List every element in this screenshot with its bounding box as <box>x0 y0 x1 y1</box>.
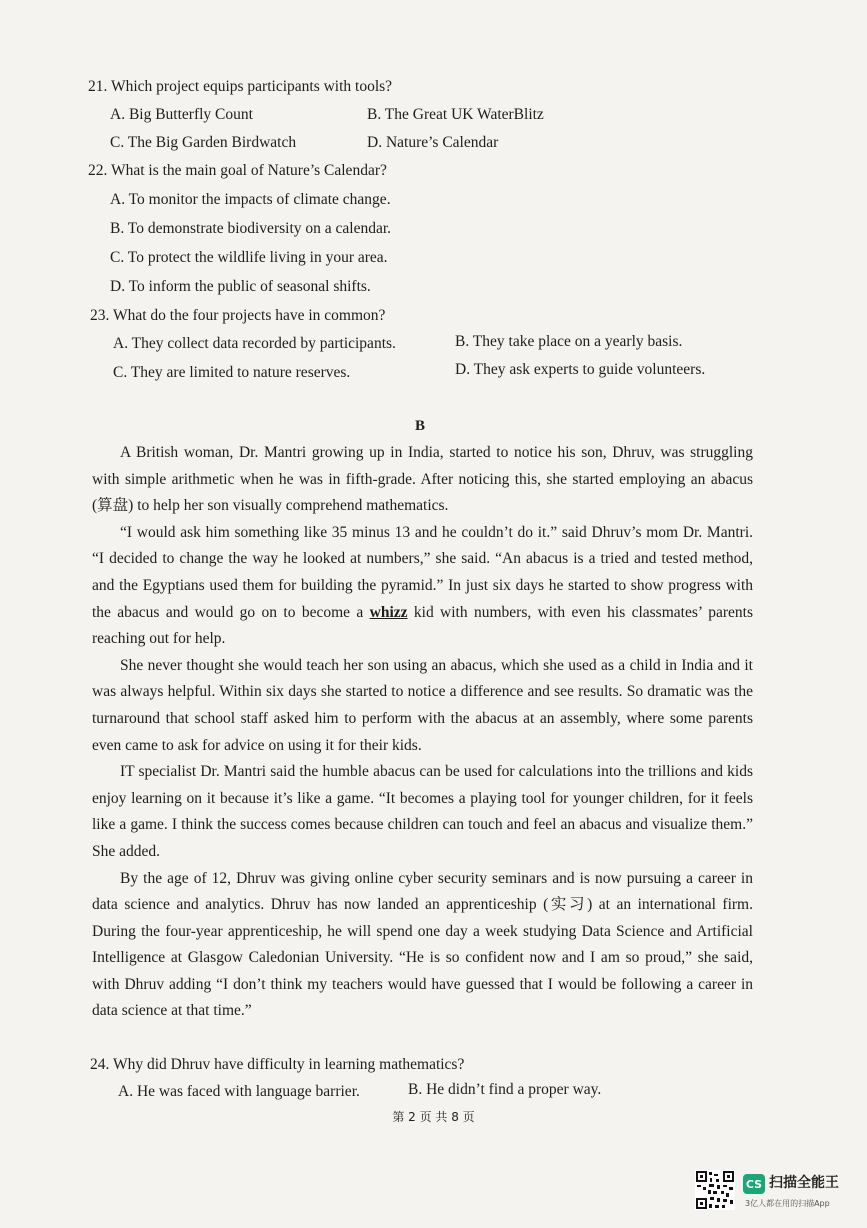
question-21-option-c: C. The Big Garden Birdwatch <box>110 134 297 151</box>
question-21-option-a: A. Big Butterfly Count <box>110 106 253 123</box>
question-23-option-a: A. They collect data recorded by participants. <box>113 335 396 352</box>
scanner-tagline: 3亿人都在用的扫描App <box>745 1199 830 1208</box>
question-23-option-d: D. They ask experts to guide volunteers. <box>455 361 706 378</box>
question-24-stem: 24. Why did Dhruv have difficulty in learning mathematics? <box>90 1056 465 1073</box>
camscanner-logo-icon: CS <box>743 1174 765 1194</box>
passage-paragraph-5: By the age of 12, Dhruv was giving online cyber security seminars and is now pursuing a career in data science and analytics. Dhruv has now landed an apprenticeship (实习) at an international firm. During the four-year apprenticeship, he will spend one day a week studying Data Science and Artificial Intelligence at Glasgow Caledonian University. “He is so confident now and I am so proud,” she said, with Dhruv adding “I don’t think my teachers would have guessed that I would be following a career in data science at that time.” <box>92 869 753 1020</box>
question-22-option-d: D. To inform the public of seasonal shifts. <box>110 278 371 295</box>
passage-paragraph-2 <box>92 520 753 653</box>
section-title: B <box>414 418 425 434</box>
question-23-stem: 23. What do the four projects have in common? <box>90 307 386 324</box>
scanner-app-name: 扫描全能王 <box>769 1175 839 1191</box>
passage-paragraph-1: A British woman, Dr. Mantri growing up in India, started to notice his son, Dhruv, was struggling with simple arithmetic when he was in fifth-grade. After noticing this, she started employing an abacus (算盘) to help her son visually comprehend mathematics. <box>92 444 753 515</box>
passage-paragraph-2-end: kid with numbers, with even his classmates’ parents reaching out for help. <box>92 603 754 648</box>
question-21-stem: 21. Which project equips participants with tools? <box>88 78 393 95</box>
question-23-option-b: B. They take place on a yearly basis. <box>455 333 683 350</box>
passage-paragraph-2-start: “I would ask him something like 35 minus 13 and he couldn’t do it.” said Dhruv’s mom Dr. Mantri. “I decided to change the way he looked at numbers,” she said. “An abacus is a tried and tested method, and the Egyptians used them for building the pyramid.” In just six days he started to show progress with the abacus and would go on to become a <box>92 523 753 621</box>
question-21-option-d: D. Nature’s Calendar <box>367 134 499 151</box>
question-22-stem: 22. What is the main goal of Nature’s Calendar? <box>88 162 387 179</box>
question-24-option-a: A. He was faced with language barrier. <box>118 1083 360 1100</box>
passage-paragraph-4: IT specialist Dr. Mantri said the humble abacus can be used for calculations into the trillions and kids enjoy learning on it because it’s like a game. “It becomes a playing tool for younger children, for it feels like a game. I think the success comes because children can touch and feel an abacus and visualize them.” She added. <box>92 763 753 860</box>
reading-passage <box>92 440 753 1025</box>
passage-paragraph-3: She never thought she would teach her son using an abacus, which she used as a child in India and it was always helpful. Within six days she started to notice a difference and see results. So dramatic was the turnaround that school staff asked him to perform with the abacus at an assembly, where some parents even came to ask for advice on using it for their kids. <box>92 656 753 754</box>
question-22-option-b: B. To demonstrate biodiversity on a calendar. <box>110 220 392 237</box>
highlighted-word-whizz: whizz <box>369 603 408 621</box>
question-22-option-a: A. To monitor the impacts of climate change. <box>110 191 391 208</box>
qr-code-icon <box>695 1170 735 1210</box>
question-21-option-b: B. The Great UK WaterBlitz <box>367 106 544 123</box>
question-24-option-b: B. He didn’t find a proper way. <box>408 1081 602 1098</box>
question-23-option-c: C. They are limited to nature reserves. <box>113 364 351 381</box>
page-number: 第 2 页 共 8 页 <box>392 1110 475 1124</box>
scanner-watermark <box>695 1170 860 1214</box>
question-22-option-c: C. To protect the wildlife living in your area. <box>110 249 388 266</box>
